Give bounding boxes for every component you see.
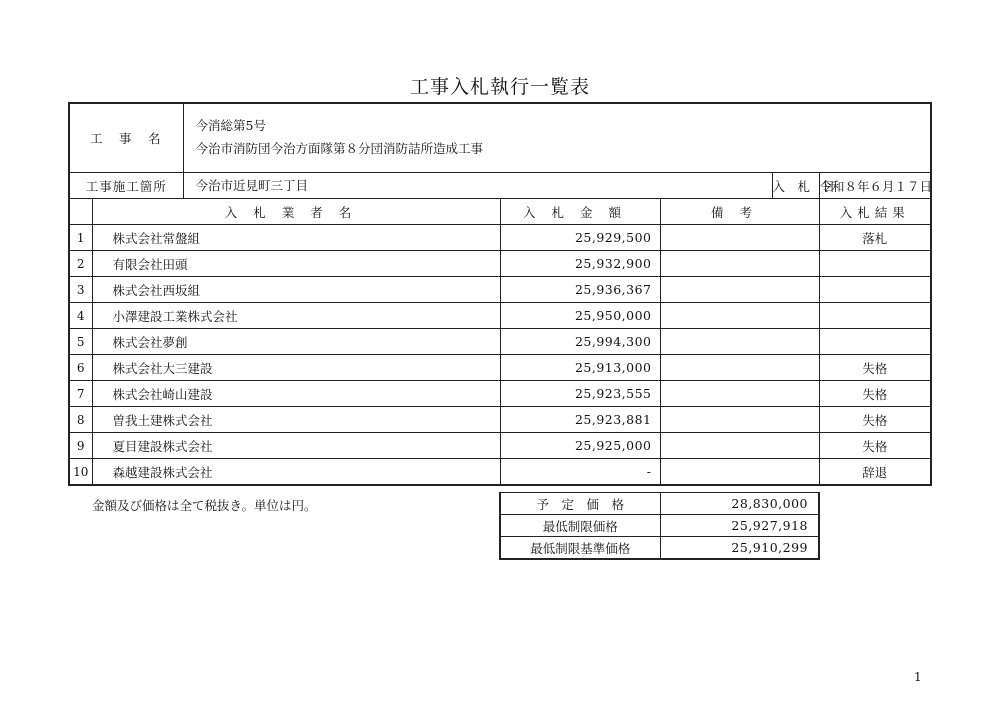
bid-number: 8 bbox=[69, 407, 92, 433]
bid-results-table bbox=[68, 102, 932, 486]
bid-amount: 25,923,881 bbox=[500, 407, 660, 433]
bid-remarks bbox=[660, 303, 819, 329]
bid-remarks bbox=[660, 277, 819, 303]
bidder-name: 株式会社大三建設 bbox=[92, 355, 500, 381]
bid-result bbox=[819, 303, 931, 329]
table-row bbox=[69, 459, 931, 486]
bid-number: 3 bbox=[69, 277, 92, 303]
bidder-name: 株式会社夢創 bbox=[92, 329, 500, 355]
project-number: 今消総第5号 bbox=[195, 118, 266, 133]
bid-remarks bbox=[660, 407, 819, 433]
location-label: 工事施工箇所 bbox=[69, 173, 183, 199]
bid-number: 9 bbox=[69, 433, 92, 459]
bid-result: 失格 bbox=[819, 355, 931, 381]
minimum-base-price-label: 最低制限基準価格 bbox=[500, 537, 660, 560]
bid-amount: 25,929,500 bbox=[500, 225, 660, 251]
bid-number: 4 bbox=[69, 303, 92, 329]
minimum-base-price-value: 25,910,299 bbox=[660, 537, 819, 560]
project-name: 今治市消防団今治方面隊第８分団消防詰所造成工事 bbox=[195, 141, 484, 156]
table-row bbox=[69, 329, 931, 355]
tax-note: 金額及び価格は全て税抜き。単位は円。 bbox=[92, 498, 317, 513]
planned-price-value: 28,830,000 bbox=[660, 493, 819, 515]
bid-amount: 25,932,900 bbox=[500, 251, 660, 277]
bid-remarks bbox=[660, 251, 819, 277]
table-row bbox=[69, 407, 931, 433]
bid-remarks bbox=[660, 433, 819, 459]
planned-price-label: 予 定 価 格 bbox=[500, 493, 660, 515]
bid-remarks bbox=[660, 459, 819, 486]
bid-remarks bbox=[660, 381, 819, 407]
price-table bbox=[499, 492, 820, 560]
project-name-row bbox=[69, 103, 931, 173]
bid-amount: 25,925,000 bbox=[500, 433, 660, 459]
column-header-row bbox=[69, 199, 931, 225]
project-name-cell bbox=[183, 103, 931, 173]
table-row bbox=[69, 277, 931, 303]
number-header bbox=[69, 199, 92, 225]
bid-number: 7 bbox=[69, 381, 92, 407]
bid-remarks bbox=[660, 329, 819, 355]
bid-result: 失格 bbox=[819, 407, 931, 433]
price-row bbox=[500, 537, 819, 560]
minimum-price-value: 25,927,918 bbox=[660, 515, 819, 537]
table-row bbox=[69, 303, 931, 329]
location-value: 今治市近見町三丁目 bbox=[183, 173, 772, 199]
bidder-name: 株式会社崎山建設 bbox=[92, 381, 500, 407]
table-row bbox=[69, 225, 931, 251]
bid-result bbox=[819, 329, 931, 355]
remarks-header: 備考 bbox=[660, 199, 819, 225]
bid-amount: 25,994,300 bbox=[500, 329, 660, 355]
bid-amount: 25,950,000 bbox=[500, 303, 660, 329]
bid-number: 5 bbox=[69, 329, 92, 355]
date-value: 令和８年６月１７日 bbox=[819, 173, 931, 199]
price-row bbox=[500, 493, 819, 515]
result-header: 入札結果 bbox=[819, 199, 931, 225]
minimum-price-label: 最低制限価格 bbox=[500, 515, 660, 537]
price-row bbox=[500, 515, 819, 537]
bid-result bbox=[819, 251, 931, 277]
bid-result: 辞退 bbox=[819, 459, 931, 486]
page-title: 工事入札執行一覧表 bbox=[409, 76, 590, 98]
bid-remarks bbox=[660, 355, 819, 381]
bid-number: 6 bbox=[69, 355, 92, 381]
bidder-name: 株式会社常盤組 bbox=[92, 225, 500, 251]
bidder-name: 森越建設株式会社 bbox=[92, 459, 500, 486]
bid-amount: 25,913,000 bbox=[500, 355, 660, 381]
bid-remarks bbox=[660, 225, 819, 251]
bid-number: 10 bbox=[69, 459, 92, 486]
bidder-name: 曽我土建株式会社 bbox=[92, 407, 500, 433]
table-row bbox=[69, 433, 931, 459]
bid-result: 失格 bbox=[819, 433, 931, 459]
table-row bbox=[69, 355, 931, 381]
table-row bbox=[69, 251, 931, 277]
bid-number: 2 bbox=[69, 251, 92, 277]
bid-amount: 25,936,367 bbox=[500, 277, 660, 303]
bidder-name: 小澤建設工業株式会社 bbox=[92, 303, 500, 329]
bidder-name: 夏目建設株式会社 bbox=[92, 433, 500, 459]
bidder-name: 有限会社田頭 bbox=[92, 251, 500, 277]
bidder-header: 入札業者名 bbox=[92, 199, 500, 225]
bid-amount: - bbox=[500, 459, 660, 486]
project-name-label: 工 事 名 bbox=[69, 103, 183, 173]
bid-result: 落札 bbox=[819, 225, 931, 251]
date-label: 入 札 日 bbox=[772, 173, 819, 199]
project-location-row bbox=[69, 173, 931, 199]
table-row bbox=[69, 381, 931, 407]
bid-amount: 25,923,555 bbox=[500, 381, 660, 407]
amount-header: 入札金額 bbox=[500, 199, 660, 225]
page-number: 1 bbox=[914, 670, 922, 684]
bid-result: 失格 bbox=[819, 381, 931, 407]
bidder-name: 株式会社西坂組 bbox=[92, 277, 500, 303]
bid-result bbox=[819, 277, 931, 303]
bid-number: 1 bbox=[69, 225, 92, 251]
